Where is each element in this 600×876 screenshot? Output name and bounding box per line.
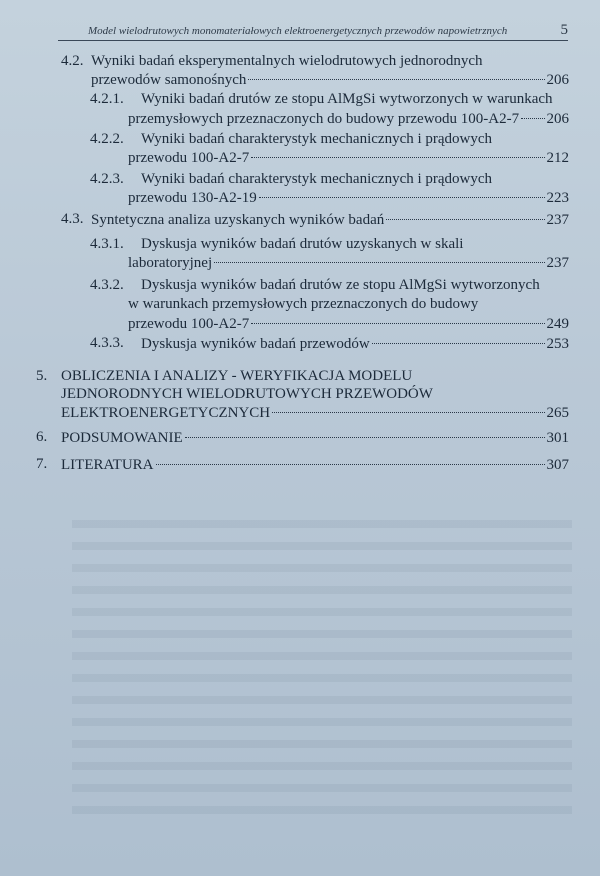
toc-title-line: Syntetyczna analiza uzyskanych wyników badań	[91, 212, 385, 228]
toc-title-line: laboratoryjnej	[128, 255, 213, 271]
toc-title-line: Dyskusja wyników badań przewodów	[141, 336, 370, 352]
toc-page: 237	[546, 255, 569, 271]
toc-number: 4.2.3.	[90, 171, 124, 187]
toc-title-line: Wyniki badań drutów ze stopu AlMgSi wytworzonych w warunkach	[141, 91, 553, 107]
page-number: 5	[560, 22, 568, 38]
running-header	[58, 22, 568, 42]
toc-number: 4.3.1.	[90, 236, 124, 252]
toc-leader-row	[61, 426, 569, 449]
toc-leader-row	[141, 332, 569, 355]
toc-page: 301	[546, 430, 569, 446]
running-title: Model wielodrutowych monomateriałowych elektroenergetycznych przewodów napowietrznych	[88, 25, 508, 37]
toc-title-line: JEDNORODNYCH WIELODRUTOWYCH PRZEWODÓW	[61, 386, 433, 402]
toc-number: 4.2.	[61, 53, 84, 69]
toc-page: 237	[546, 212, 569, 228]
toc-title-line: Dyskusja wyników badań drutów uzyskanych w skali	[141, 236, 464, 252]
dot-leader	[214, 247, 544, 263]
toc-number: 5.	[36, 368, 48, 384]
toc-number: 4.2.1.	[90, 91, 124, 107]
toc-number: 4.3.2.	[90, 277, 124, 293]
toc-title-line: Dyskusja wyników badań drutów ze stopu AlMgSi wytworzonych	[141, 277, 540, 293]
toc-leader-row	[61, 401, 569, 424]
toc-title-line: OBLICZENIA I ANALIZY - WERYFIKACJA MODELU	[61, 368, 413, 384]
toc-page: 307	[546, 457, 569, 473]
dot-leader	[372, 328, 545, 344]
dot-leader	[272, 397, 544, 413]
toc-title-line: w warunkach przemysłowych przeznaczonych do budowy	[128, 296, 479, 312]
toc-title-line: PODSUMOWANIE	[61, 430, 183, 446]
header-rule	[58, 40, 568, 41]
toc-number: 6.	[36, 429, 48, 445]
toc-title-line: przemysłowych przeznaczonych do budowy przewodu 100-A2-7	[128, 111, 520, 127]
toc-title-line: LITERATURA	[61, 457, 154, 473]
dot-leader	[251, 308, 544, 324]
toc-number: 4.3.3.	[90, 335, 124, 351]
dot-leader	[185, 422, 545, 438]
toc-page: 253	[546, 336, 569, 352]
dot-leader	[156, 449, 545, 465]
dot-leader	[248, 64, 544, 80]
toc-page: 206	[546, 72, 569, 88]
toc-number: 4.3.	[61, 211, 84, 227]
toc-leader-row	[128, 251, 569, 274]
toc-title-line: Wyniki badań eksperymentalnych wielodrutowych jednorodnych	[91, 53, 483, 69]
toc-title-line: przewodów samonośnych	[91, 72, 247, 88]
toc-page: 265	[546, 405, 569, 421]
toc-leader-row	[128, 146, 569, 169]
toc-leader-row	[61, 453, 569, 476]
toc-title-line: przewodu 100-A2-7	[128, 150, 250, 166]
toc-number: 4.2.2.	[90, 131, 124, 147]
toc-title-line: ELEKTROENERGETYCZNYCH	[61, 405, 271, 421]
dot-leader	[386, 204, 544, 220]
dot-leader	[521, 103, 544, 119]
toc-title-line: Wyniki badań charakterystyk mechanicznych i prądowych	[141, 131, 493, 147]
toc-leader-row	[128, 107, 569, 130]
toc-page: 249	[546, 316, 569, 332]
toc-leader-row	[91, 208, 569, 231]
toc-title-line: przewodu 100-A2-7	[128, 316, 250, 332]
toc-page: 206	[546, 111, 569, 127]
bleed-through-text	[72, 520, 572, 820]
toc-title-line: Wyniki badań charakterystyk mechanicznych i prądowych	[141, 171, 493, 187]
dot-leader	[251, 142, 544, 158]
toc-page: 212	[546, 150, 569, 166]
toc-page: 223	[546, 190, 569, 206]
dot-leader	[259, 182, 545, 198]
toc-title-line: przewodu 130-A2-19	[128, 190, 257, 206]
toc-number: 7.	[36, 456, 48, 472]
